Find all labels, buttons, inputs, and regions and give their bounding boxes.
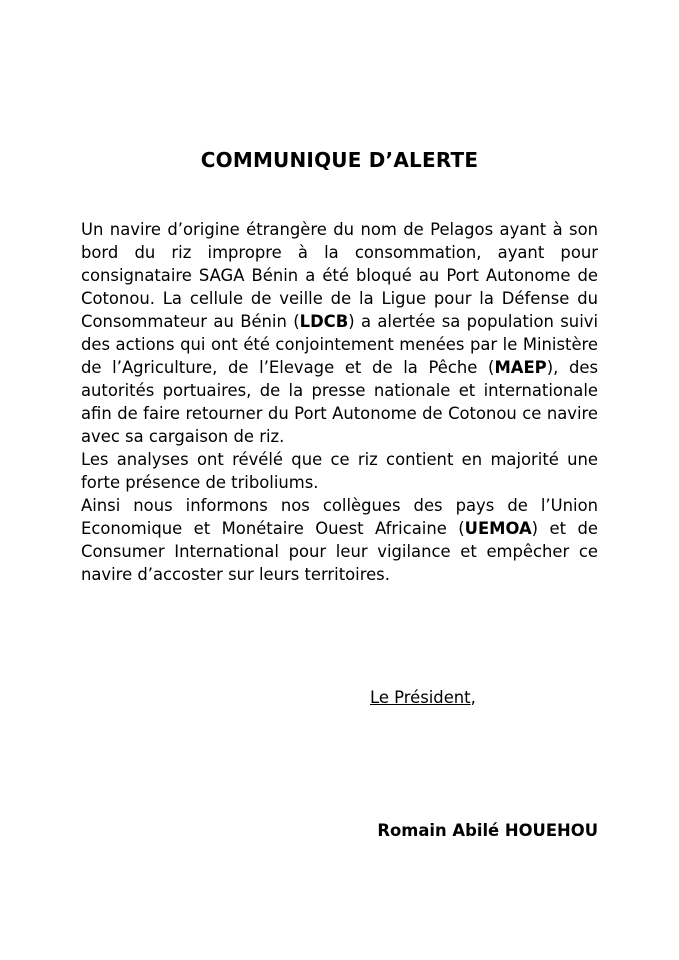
paragraph-text: Un navire d’origine étrangère du nom de Pelagos ayant à son bord du riz impropre à la consommation, ayant pour consignataire SAGA Bénin a été bloqué au Port Autonome de Cotonou. La cellule de veille de la Ligue pour la Défense du Consommateur au Bénin ( [81, 220, 598, 331]
paragraph-text: ) et de Consumer International pour leur vigilance et empêcher ce navire d’accoster sur leurs territoires. [81, 519, 598, 584]
paragraph-analysis: Les analyses ont révélé que ce riz contient en majorité une forte présence de triboliums. [81, 450, 598, 492]
paragraph-text: ) a alertée sa population suivi des actions qui ont été conjointement menées par le Ministère de l’Agriculture, de l’Elevage et de la Pêche ( [81, 312, 598, 377]
paragraph-notice [81, 494, 598, 586]
paragraph-text: ), des autorités portuaires, de la presse nationale et internationale afin de faire retourner du Port Autonome de Cotonou ce navire avec sa cargaison de riz. [81, 358, 599, 446]
signatory-name: Romain Abilé HOUEHOU [377, 821, 598, 840]
paragraph-ship-alert [81, 218, 598, 448]
abbreviation-uemoa: UEMOA [464, 519, 532, 538]
signature-role-title: Le Président [370, 688, 471, 707]
signature-role [370, 686, 476, 709]
abbreviation-maep: MAEP [494, 358, 547, 377]
paragraph-text: Ainsi nous informons nos collègues des pays de l’Union Economique et Monétaire Ouest Africaine ( [81, 496, 598, 538]
abbreviation-ldcb: LDCB [299, 312, 349, 331]
document-body [81, 218, 598, 586]
document-title: COMMUNIQUE D’ALERTE [200, 148, 479, 172]
signature-role-comma: , [470, 688, 476, 707]
